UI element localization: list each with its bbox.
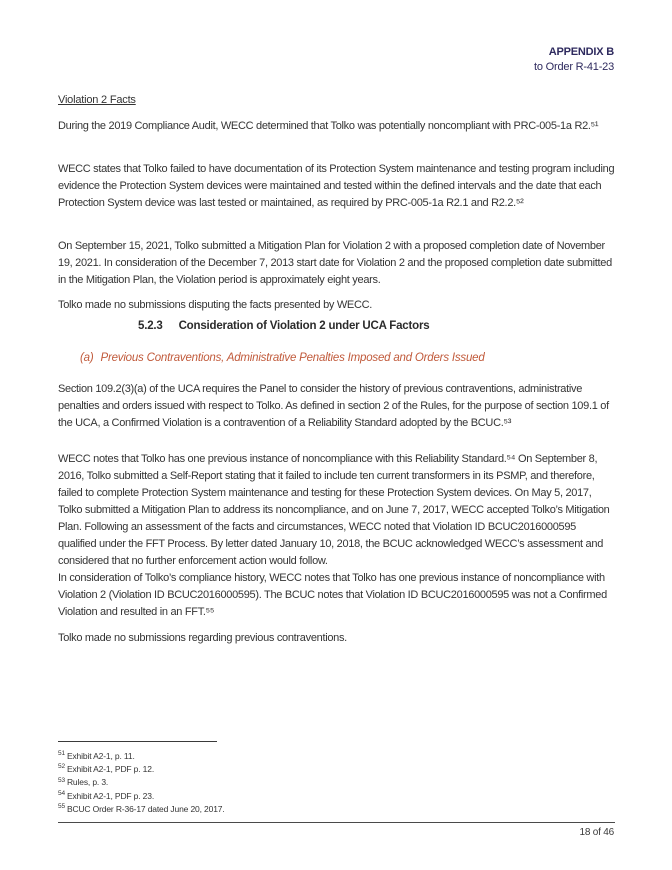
- footnote-marker: 53: [58, 776, 65, 784]
- paragraph-compliance-audit: During the 2019 Compliance Audit, WECC determined that Tolko was potentially noncompliant with PRC-005-1a R2.⁵¹: [58, 120, 599, 132]
- footnote-text: Rules, p. 3.: [66, 777, 109, 788]
- violation-facts-heading: Violation 2 Facts: [58, 94, 136, 106]
- appendix-title: APPENDIX B: [548, 46, 614, 58]
- page-header: [534, 45, 614, 75]
- footnote-52: [58, 763, 615, 776]
- paragraph-wecc-states: WECC states that Tolko failed to have documentation of its Protection System maintenance and testing program including evidence the Protection System devices were maintained and tested within the defined intervals and the date that each Protection System device was last tested or maintained, as required by PRC-005-1a R2.1 and R2.2.⁵²: [58, 163, 615, 209]
- footnote-text: Exhibit A2-1, p. 11.: [66, 751, 135, 761]
- footnotes-block: [58, 750, 615, 816]
- footnote-text: Exhibit A2-1, PDF p. 12.: [66, 764, 155, 775]
- page-number: 18 of 46: [579, 827, 614, 838]
- paragraph-no-submissions-disputing: Tolko made no submissions disputing the facts presented by WECC.: [58, 299, 373, 311]
- subsection-heading-a: [80, 352, 485, 364]
- paragraph-compliance-history: In consideration of Tolko’s compliance history, WECC notes that Tolko has one previous instance of noncompliance with Violation 2 (Violation ID BCUC2016000595). The BCUC notes that Violation ID BCUC2016000595 was not a Confirmed Violation and resulted in an FFT.⁵⁵: [58, 572, 607, 618]
- section-title: Consideration of Violation 2 under UCA Factors: [178, 320, 430, 332]
- footnote-text: Exhibit A2-1, PDF p. 23.: [66, 790, 155, 801]
- subsection-label: (a): [80, 352, 94, 364]
- footnote-55: [58, 803, 615, 816]
- paragraph-no-submissions-previous: Tolko made no submissions regarding previous contraventions.: [58, 632, 347, 644]
- section-number: 5.2.3: [138, 320, 163, 332]
- order-reference: to Order R-41-23: [534, 61, 614, 73]
- subsection-title: Previous Contraventions, Administrative Penalties Imposed and Orders Issued: [100, 352, 485, 364]
- paragraph-mitigation-plan: On September 15, 2021, Tolko submitted a Mitigation Plan for Violation 2 with a proposed completion date of November 19, 2021. In consideration of the December 7, 2013 start date for Violation 2 and the proposed completion date submitted in the Mitigation Plan, the Violation period is approximately eight years.: [58, 240, 612, 286]
- footer-divider: [58, 822, 615, 823]
- footnote-54: [58, 790, 615, 803]
- paragraph-section-109: Section 109.2(3)(a) of the UCA requires the Panel to consider the history of previous contraventions, administrative penalties and orders issued with respect to Tolko. As defined in section 2 of the Rules, for the purpose of section 109.1 of the UCA, a Confirmed Violation is a contravention of a Reliability Standard adopted by the BCUC.⁵³: [58, 383, 609, 429]
- footnote-53: [58, 776, 615, 789]
- footnote-marker: 51: [58, 750, 65, 758]
- footnote-text: BCUC Order R-36-17 dated June 20, 2017.: [66, 803, 225, 814]
- footnote-marker: 55: [58, 802, 65, 810]
- paragraph-wecc-notes-history: WECC notes that Tolko has one previous instance of noncompliance with this Reliability Standard.⁵⁴ On September 8, 2016, Tolko submitted a Self-Report stating that it failed to include ten current transformers in its PSMP, and therefore, failed to complete Protection System maintenance and testing for these Protection System devices. On May 5, 2017, Tolko submitted a Mitigation Plan to address its noncompliance, and on June 7, 2017, WECC accepted Tolko’s Mitigation Plan. Following an assessment of the facts and circumstances, WECC noted that Violation ID BCUC2016000595 qualified under the FFT Process. By letter dated January 10, 2018, the BCUC acknowledged WECC’s assessment and considered that no further enforcement action would follow.: [58, 453, 610, 567]
- footnote-marker: 52: [58, 763, 65, 771]
- section-heading-5-2-3: [138, 320, 429, 332]
- footnote-marker: 54: [58, 789, 65, 797]
- footnote-51: [58, 750, 615, 763]
- footnote-separator: [58, 741, 217, 742]
